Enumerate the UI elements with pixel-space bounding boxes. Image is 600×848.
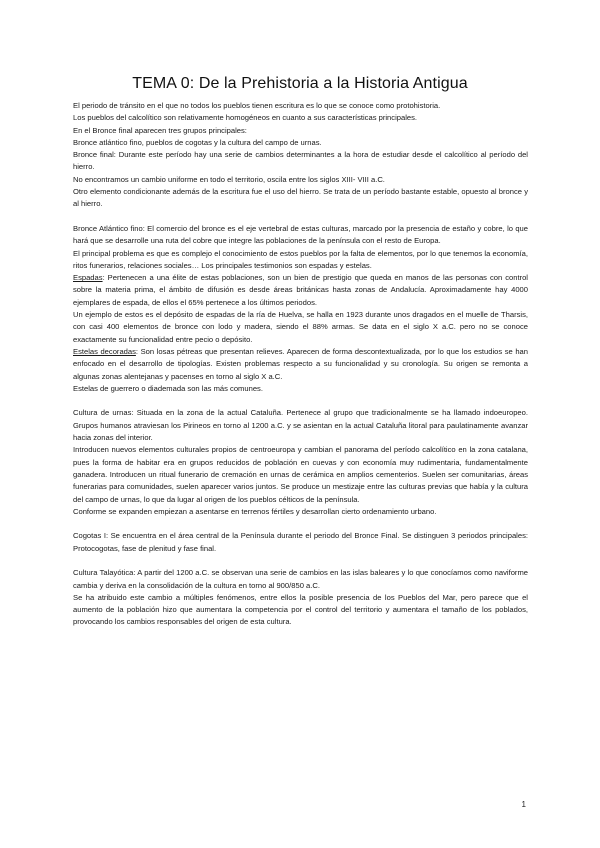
paragraph: Un ejemplo de estos es el depósito de espadas de la ría de Huelva, se halla en 1923 durante unos dragados en el muelle de Tharsis, con casi 400 elementos de bronce con lodo y madera, siendo el 88% armas. Se data en el siglo X a.C. pero no se conoce exactamente su funcionalidad entre pecio o depósito. (73, 310, 528, 344)
paragraph: Cogotas I: Se encuentra en el área central de la Península durante el periodo del Bronce Final. Se distinguen 3 periodos principales: Protocogotas, fase de plenitud y fase final. (73, 531, 528, 553)
paragraph: El principal problema es que es complejo el conocimiento de estos pueblos por la falta de elementos, por lo que tenemos la economía, ritos funerarios, relaciones sociales… Los principales testimonios son espadas y estelas. (73, 248, 528, 270)
paragraph: El periodo de tránsito en el que no todos los pueblos tienen escritura es lo que se conoce como protohistoria. (73, 101, 441, 110)
paragraph: Bronce Atlántico fino: El comercio del bronce es el eje vertebral de estas culturas, marcado por la presencia de estaño y cobre, lo que hará que se desarrolle una ruta del cobre que integre las poblaciones de la península con el resto de Europa. (73, 223, 528, 246)
document-title: TEMA 0: De la Prehistoria a la Historia Antigua (132, 75, 468, 92)
espadas-heading: Espadas (73, 273, 103, 283)
paragraph: No encontramos un cambio uniforme en todo el territorio, oscila entre los siglos XIII- VIII a.C. (73, 174, 385, 184)
paragraph: Cultura Talayótica: A partir del 1200 a.C. se observan una serie de cambios en las islas baleares y lo que conocíamos como naviforme cambia y deriva en la consolidación de la cultura en torno al 900/850 a.C. (73, 568, 528, 590)
paragraph-estelas (73, 346, 528, 383)
spacer (73, 518, 528, 530)
estelas-text: : Son losas pétreas que presentan relieves. Aparecen de forma descontextualizada, por lo que los estudios se han enfocado en el desarrollo de tipologías. Existen problemas respecto a su funcionalidad y su cronología. Su origen se remonta a algunas zonas alentejanas y pacenses en torno al siglo X a.C. (73, 346, 528, 381)
page-number: 1 (521, 800, 526, 809)
document-body (73, 100, 528, 629)
espadas-text: : Pertenecen a una élite de estas poblaciones, son un bien de prestigio que queda en manos de las personas con control sobre la materia prima, el ámbito de difusión es desde áreas británicas hasta zonas de Andalucía. Aproximadamente hay 4000 ejemplares de espada, de ellos el 65% pertenece a los últimos periodos. (73, 273, 528, 307)
paragraph: Introducen nuevos elementos culturales propios de centroeuropa y cambian el panorama del período calcolítico en la zona catalana, pues la forma de habitar era en grupos reducidos de población en cuevas y con economía muy rudimentaria, fundamentalmente ganadera. Introducen un ritual funerario de cremación en urnas de cerámica en amplios cementerios. Suelen ser comunitarias, áreas funerarias para comunidades, suelen aparecer varios juntos. Se produce un mestizaje entre las culturas previas que había y la cultura del campo de urnas, lo que da lugar al origen de los pueblos célticos de la península. (73, 445, 528, 504)
paragraph: En el Bronce final aparecen tres grupos principales: (73, 125, 247, 135)
paragraph: Bronce atlántico fino, pueblos de cogotas y la cultura del campo de urnas. (73, 137, 322, 147)
paragraph-espadas (73, 272, 528, 309)
spacer (73, 555, 528, 567)
paragraph: Se ha atribuido este cambio a múltiples fenómenos, entre ellos la posible presencia de los Pueblos del Mar, pero parece que el aumento de la población hizo que aumentara la competencia por el control del territorio y aumentara el tamaño de los poblados, provocando los cambios responsables del origen de esta cultura. (73, 592, 528, 627)
paragraph: Cultura de urnas: Situada en la zona de la actual Cataluña. Pertenece al grupo que tradicionalmente se ha llamado indoeuropeo. Grupos humanos atraviesan los Pirineos en torno al 1200 a.C. y se asientan en la actual Cataluña litoral para paulatinamente avanzar hacia zonas del interior. (73, 408, 528, 443)
spacer (73, 395, 528, 407)
paragraph: Estelas de guerrero o diademada son las más comunes. (73, 383, 263, 393)
estelas-heading: Estelas decoradas (73, 346, 136, 356)
paragraph: Otro elemento condicionante además de la escritura fue el uso del hierro. Se trata de un período bastante estable, opuesto al bronce y al hierro. (73, 187, 528, 209)
paragraph: Los pueblos del calcolítico son relativamente homogéneos en cuanto a sus características principales. (73, 113, 418, 123)
paragraph: Bronce final: Durante este período hay una serie de cambios determinantes a la hora de estudiar desde el calcolítico al período del hierro. (73, 150, 528, 172)
spacer (73, 211, 528, 223)
paragraph: Conforme se expanden empiezan a asentarse en terrenos fértiles y desarrollan cierto ordenamiento urbano. (73, 506, 437, 516)
